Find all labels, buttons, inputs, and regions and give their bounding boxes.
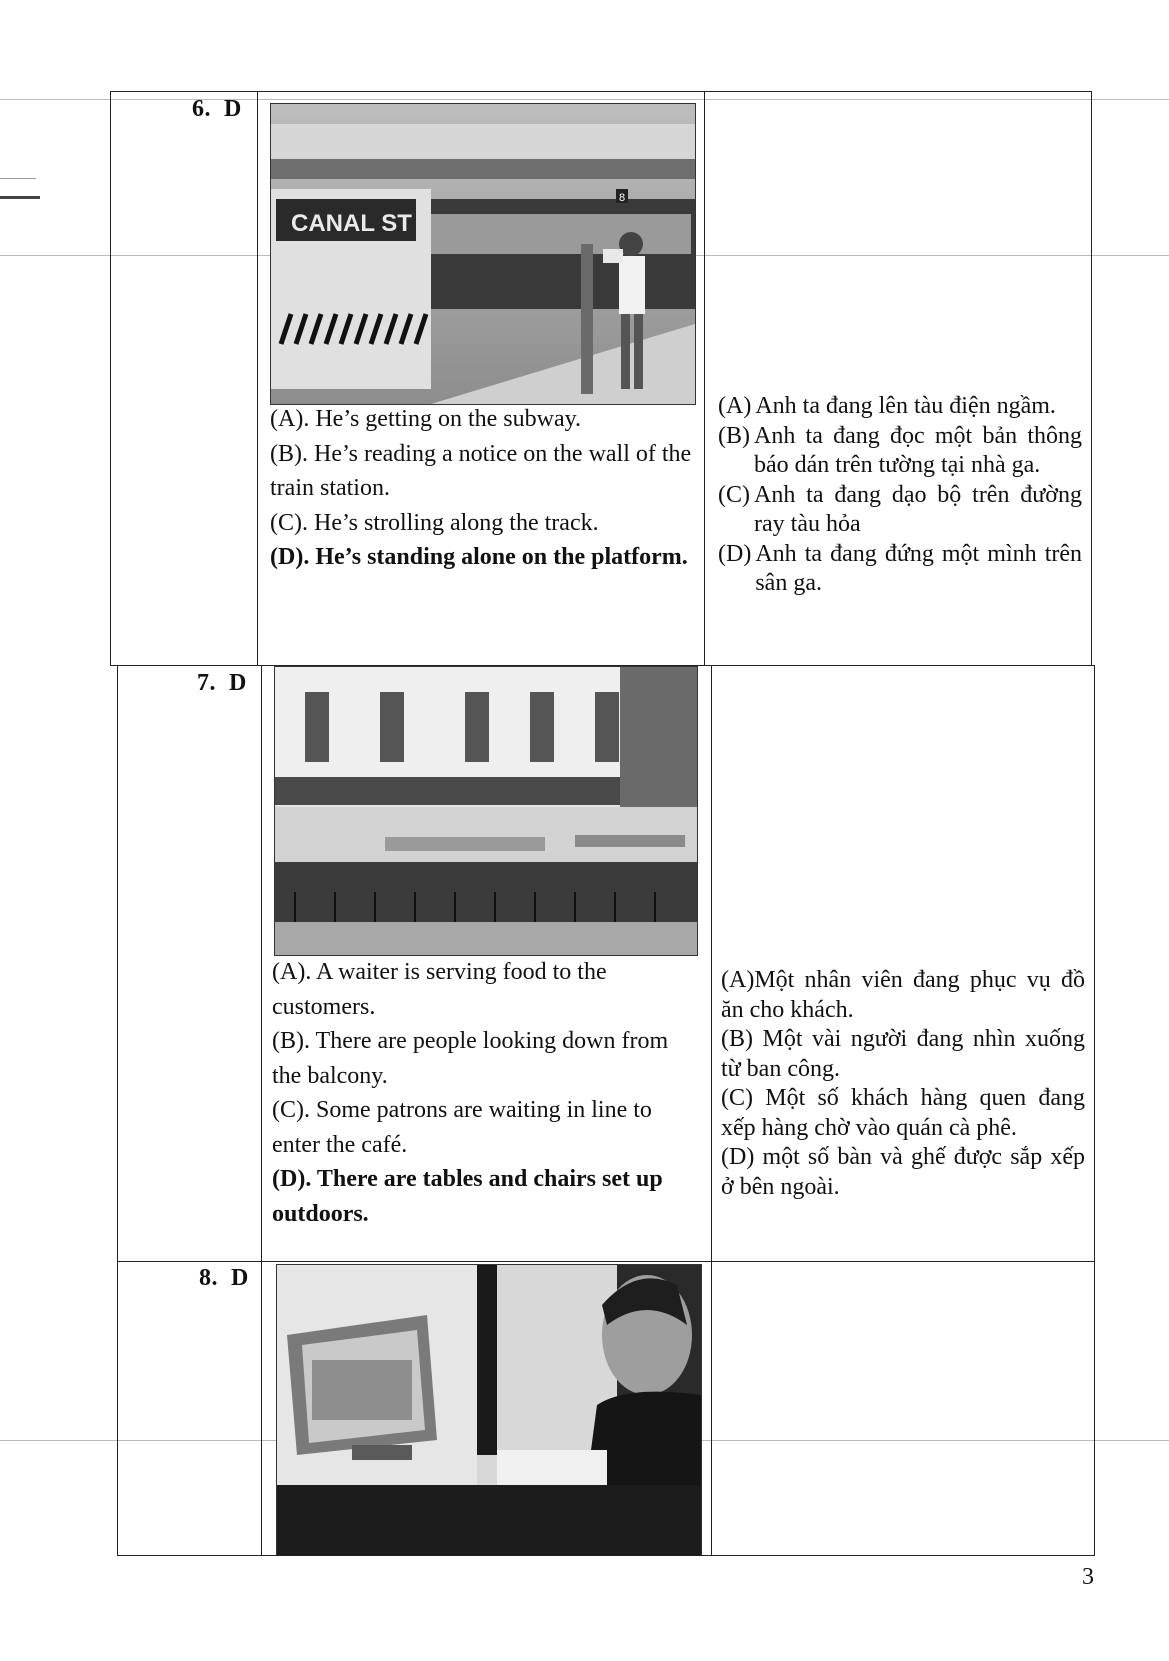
vi-option-d: (D) Anh ta đang đứng một mình trên sân ga. (718, 540, 1082, 596)
column-divider (261, 665, 262, 1262)
options-english-6 (270, 402, 698, 575)
option-d-correct: (D). He’s standing alone on the platform. (270, 544, 688, 570)
cafe-terrace-photo (274, 666, 698, 956)
canal-st-sign: CANAL ST (291, 210, 412, 237)
vi-option-a: (A)Một nhân viên đang phục vụ đồ ăn cho khách. (721, 967, 1085, 1023)
vi-option-d: (D) một số bàn và ghế được sắp xếp ở bên ngoài. (721, 1144, 1085, 1200)
option-b: (B). He’s reading a notice on the wall of the train station. (270, 440, 692, 501)
option-a: (A). A waiter is serving food to the customers. (272, 959, 607, 1020)
option-b: (B). There are people looking down from the balcony. (272, 1028, 669, 1089)
column-divider (257, 91, 258, 666)
subway-platform-photo (270, 103, 696, 405)
question-number-7: 7. D (197, 670, 247, 696)
option-c: (C). He’s strolling along the track. (270, 509, 599, 536)
vi-option-b: (B) Một vài người đang nhìn xuống từ ban công. (721, 1026, 1085, 1082)
computer-user-photo (276, 1264, 702, 1555)
vi-option-c: (C) Anh ta đang dạo bộ trên đường ray tàu hỏa (718, 481, 1082, 537)
option-a: (A). He’s getting on the subway. (270, 406, 582, 432)
page-number: 3 (1082, 1564, 1094, 1590)
vi-option-b: (B) Anh ta đang đọc một bản thông báo dán trên tường tại nhà ga. (718, 422, 1082, 478)
scan-mark (0, 196, 40, 199)
vi-option-a: (A) Anh ta đang lên tàu điện ngầm. (718, 393, 1056, 419)
scan-mark (0, 178, 36, 179)
options-english-7 (272, 955, 702, 1231)
column-divider (711, 1261, 712, 1556)
column-divider (704, 91, 705, 666)
column-divider (261, 1261, 262, 1556)
options-vietnamese-7 (721, 966, 1085, 1202)
question-number-6: 6. D (192, 96, 242, 122)
question-number-8: 8. D (199, 1265, 249, 1291)
option-d-correct: (D). There are tables and chairs set up outdoors. (272, 1166, 663, 1227)
column-divider (711, 665, 712, 1262)
vi-option-c: (C) Một số khách hàng quen đang xếp hàng chờ vào quán cà phê. (721, 1085, 1085, 1141)
option-c: (C). Some patrons are waiting in line to enter the café. (272, 1097, 652, 1158)
options-vietnamese-6 (718, 392, 1082, 599)
platform-badge: 8 (619, 192, 626, 204)
